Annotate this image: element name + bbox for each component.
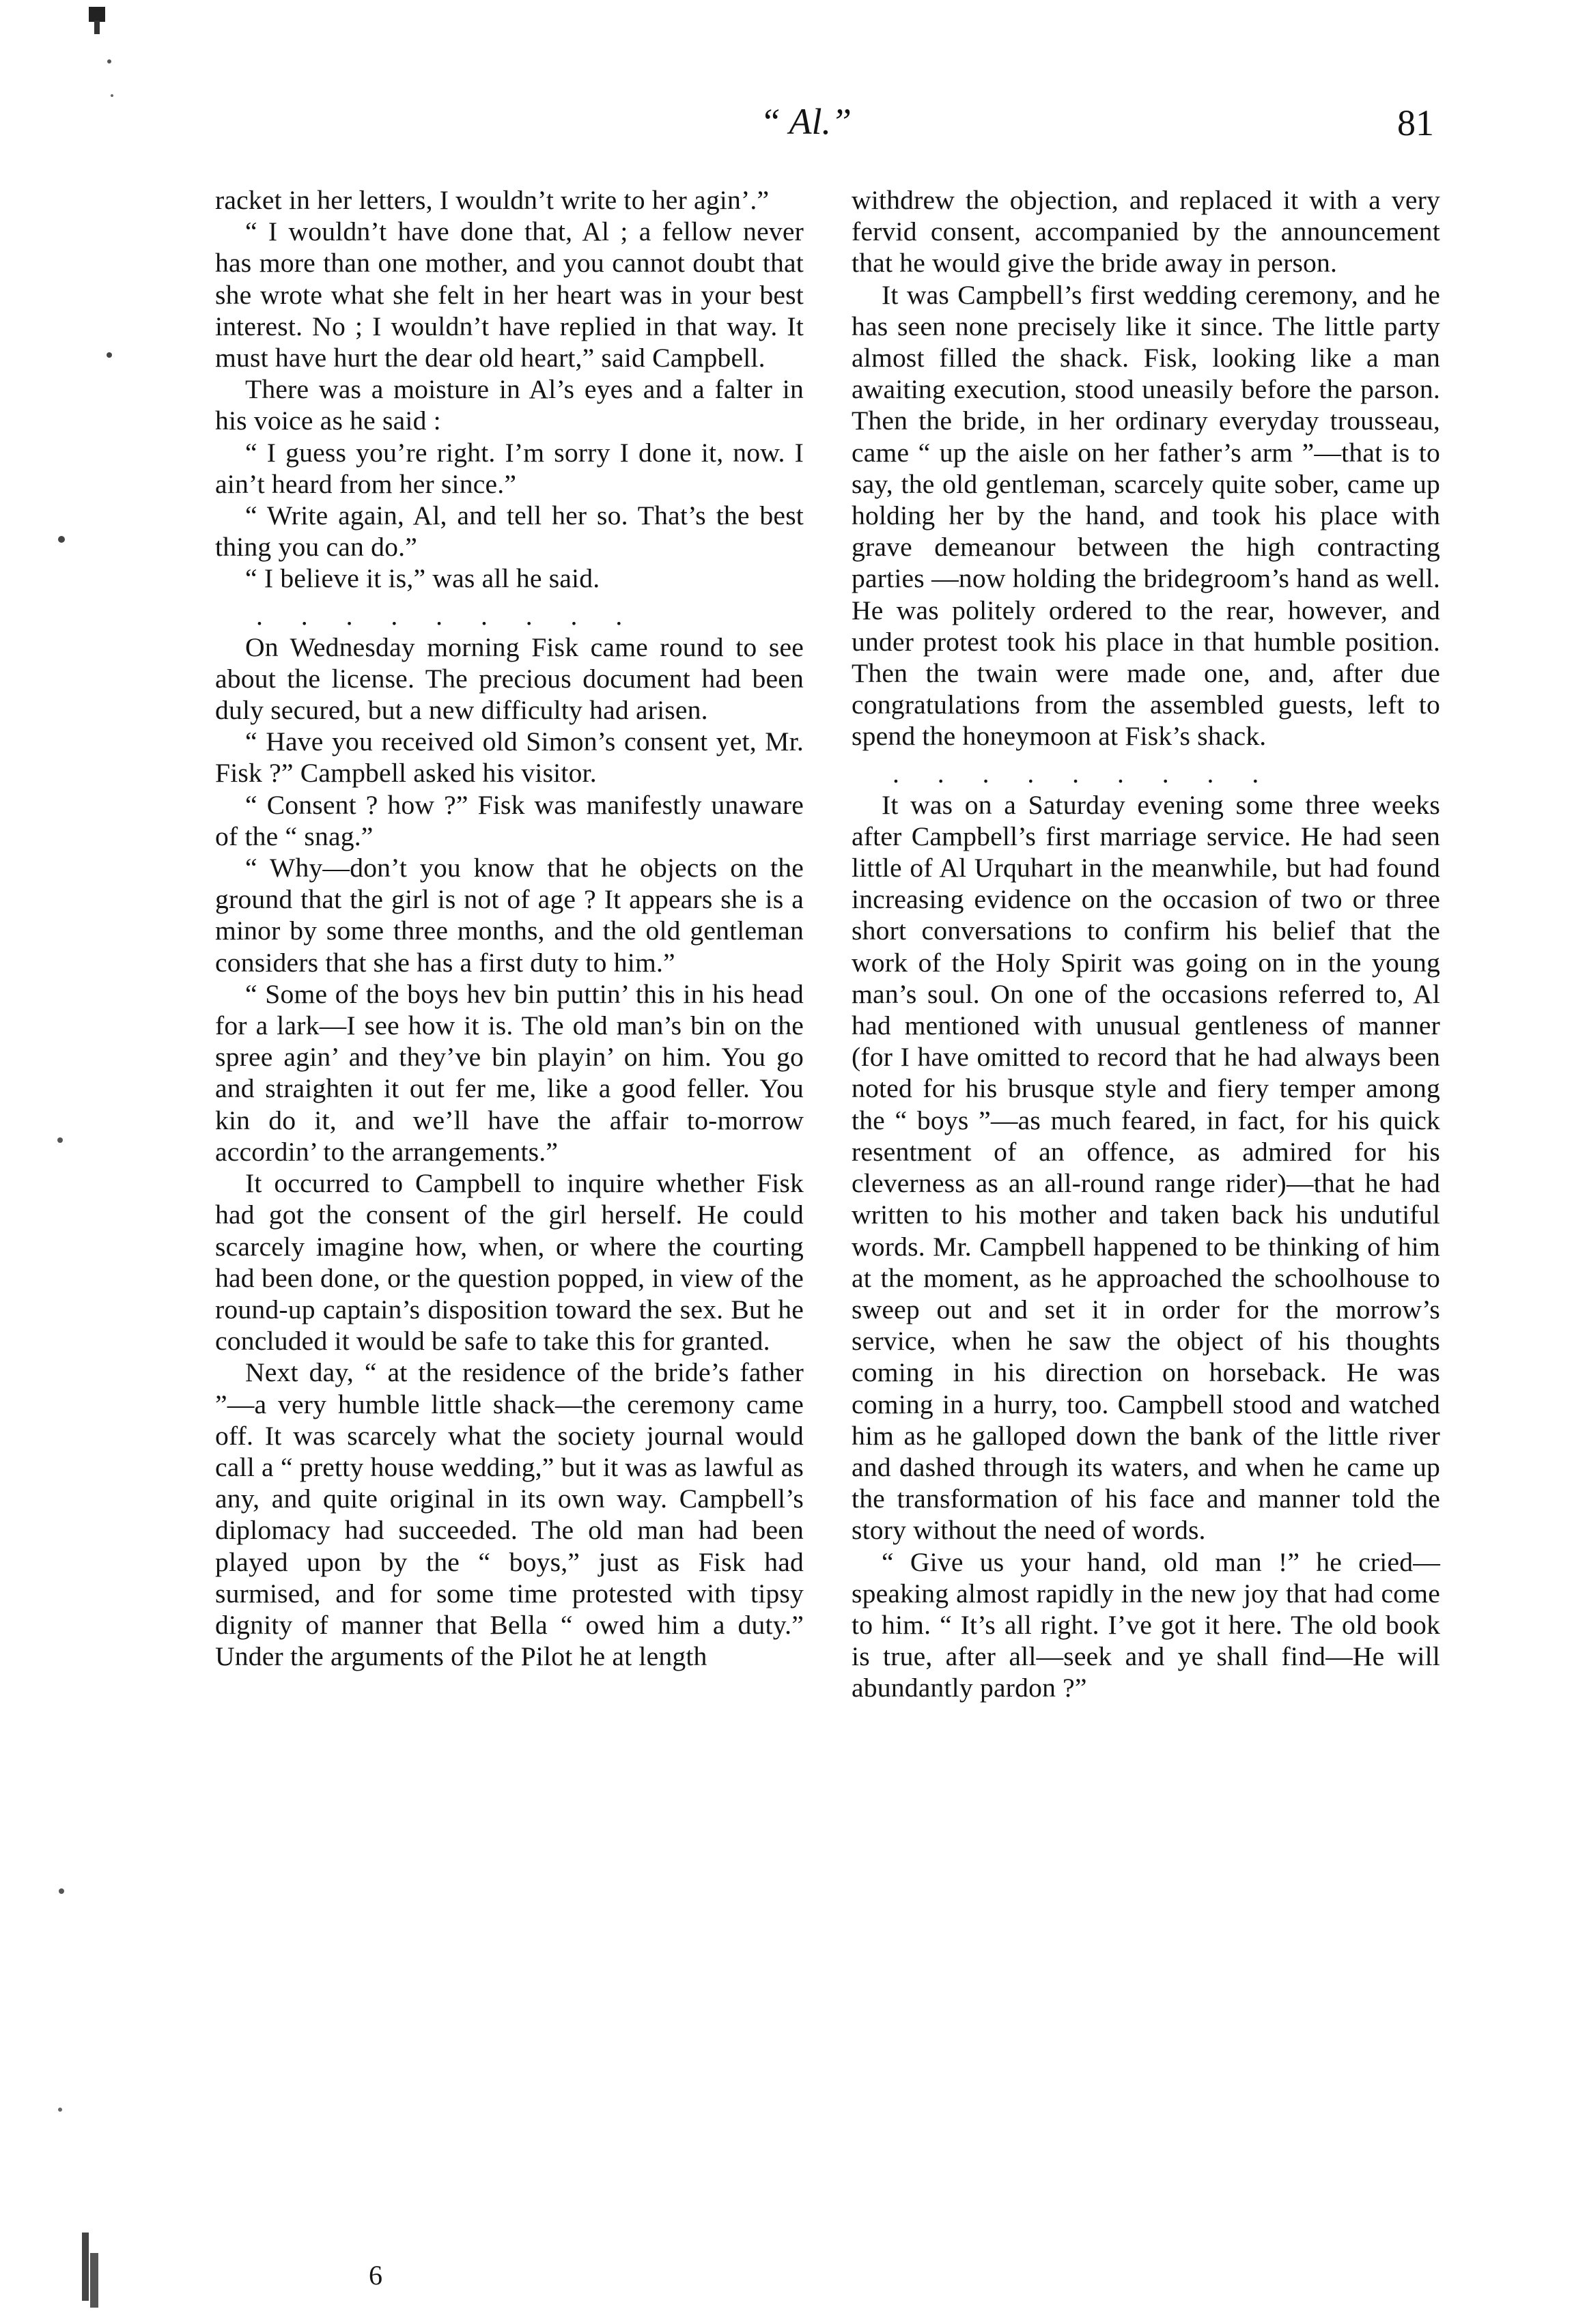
paragraph: Next day, “ at the residence of the bride’s father ”—a very humble little shack—the ceremony came off. It was scarcely what the society journal would call a “ pretty house wedding,” but it was as lawful as any, and quite original in its own way. Campbell’s diplomacy had succeeded. The old man had been played upon by the “ boys,” just as Fisk had surmised, and for some time protested with tipsy dignity of manner that Bella “ owed him a duty.” Under the arguments of the Pilot he at length	[215, 1357, 804, 1672]
right-column	[852, 184, 1440, 1704]
paragraph: There was a moisture in Al’s eyes and a falter in his voice as he said :	[215, 374, 804, 436]
left-column	[215, 184, 804, 1672]
speck	[107, 352, 112, 358]
speck	[111, 94, 113, 97]
binding-mark	[94, 20, 100, 34]
margin-specks	[0, 0, 137, 2324]
running-head-title: “ Al.”	[759, 101, 852, 142]
speck	[57, 1137, 63, 1143]
signature-mark: 6	[369, 2260, 382, 2291]
paragraph: “ Have you received old Simon’s consent yet, Mr. Fisk ?” Campbell asked his visitor.	[215, 726, 804, 789]
section-break-dots: . . . . . . . . .	[256, 600, 623, 631]
paragraph: “ Consent ? how ?” Fisk was manifestly unaware of the “ snag.”	[215, 789, 804, 851]
paragraph: “ Why—don’t you know that he objects on the ground that the girl is not of age ? It appears she is a minor by some three months, and the old gentleman considers that she has a first duty to him.”	[215, 853, 804, 978]
section-break-dots: . . . . . . . . .	[893, 758, 1259, 789]
binding-mark	[90, 2253, 98, 2308]
page-number: 81	[1397, 102, 1434, 143]
paragraph: “ I guess you’re right. I’m sorry I done it, now. I ain’t heard from her since.”	[215, 437, 804, 499]
speck	[58, 2108, 62, 2112]
paragraph: “ I wouldn’t have done that, Al ; a fellow never has more than one mother, and you cannot doubt that she wrote what she felt in her heart was in your best interest. No ; I wouldn’t have replied in that way. It must have hurt the dear old heart,” said Campbell.	[215, 216, 804, 373]
speck	[58, 536, 65, 543]
paragraph: “ Give us your hand, old man !” he cried—speaking almost rapidly in the new joy that had come to him. “ It’s all right. I’ve got it here. The old book is true, after all—seek and ye shall find—He will abundantly pardon ?”	[852, 1546, 1440, 1703]
speck	[107, 59, 111, 63]
binding-mark	[82, 2233, 89, 2301]
paragraph: It occurred to Campbell to inquire whether Fisk had got the consent of the girl herself. He could scarcely imagine how, when, or where the courting had been done, or the question popped, in view of the round-up captain’s disposition toward the sex. But he concluded it would be safe to take this for granted.	[215, 1168, 804, 1357]
paragraph: It was on a Saturday evening some three weeks after Campbell’s first marriage service. He had seen little of Al Urquhart in the meanwhile, but had found increasing evidence on the occasion of two or three short conversations to confirm his belief that the work of the Holy Spirit was going on in the young man’s soul. On one of the occasions referred to, Al had mentioned with unusual gentleness of manner (for I have omitted to record that he had always been noted for his brusque style and fiery temper among the “ boys ”—as much feared, in fact, for his quick resentment of an offence, as admired for his cleverness as an all-round range rider)—that he had written to his mother and taken back his undutiful words. Mr. Campbell happened to be thinking of him at the moment, as he approached the schoolhouse to sweep out and set it in order for the morrow’s service, when he saw the object of his thoughts coming in his direction on horseback. He was coming in a hurry, too. Campbell stood and watched him as he galloped down the bank of the little river and dashed through its waters, and when he came up the transformation of his face and manner told the story without the need of words.	[852, 789, 1440, 1546]
paragraph: “ Write again, Al, and tell her so. That’s the best thing you can do.”	[215, 500, 804, 563]
paragraph: racket in her letters, I wouldn’t write to her agin’.”	[215, 185, 770, 215]
binding-mark	[89, 7, 105, 22]
paragraph: On Wednesday morning Fisk came round to see about the license. The precious document had been duly secured, but a new difficulty had arisen.	[215, 632, 804, 726]
paragraph: It was Campbell’s first wedding ceremony, and he has seen none precisely like it since. The little party almost filled the shack. Fisk, looking like a man awaiting execution, stood uneasily before the parson. Then the bride, in her ordinary everyday trousseau, came “ up the aisle on her father’s arm ”—that is to say, the old gentleman, scarcely quite sober, came up holding her by the hand, and took his place with grave demeanour between the high contracting parties —now holding the bridegroom’s hand as well. He was politely ordered to the rear, however, and under protest took his place in that humble position. Then the twain were made one, and, after due congratulations from the assembled guests, left to spend the honeymoon at Fisk’s shack.	[852, 279, 1440, 752]
speck	[59, 1888, 64, 1894]
paragraph: “ I believe it is,” was all he said.	[245, 563, 600, 594]
paragraph: withdrew the objection, and replaced it with a very fervid consent, accompanied by the announcement that he would give the bride away in person.	[852, 185, 1440, 279]
paragraph: “ Some of the boys hev bin puttin’ this in his head for a lark—I see how it is. The old man’s bin on the spree agin’ and they’ve bin playin’ on him. You go and straighten it out fer me, like a good feller. You kin do it, and we’ll have the affair to-morrow accordin’ to the arrangements.”	[215, 978, 804, 1167]
